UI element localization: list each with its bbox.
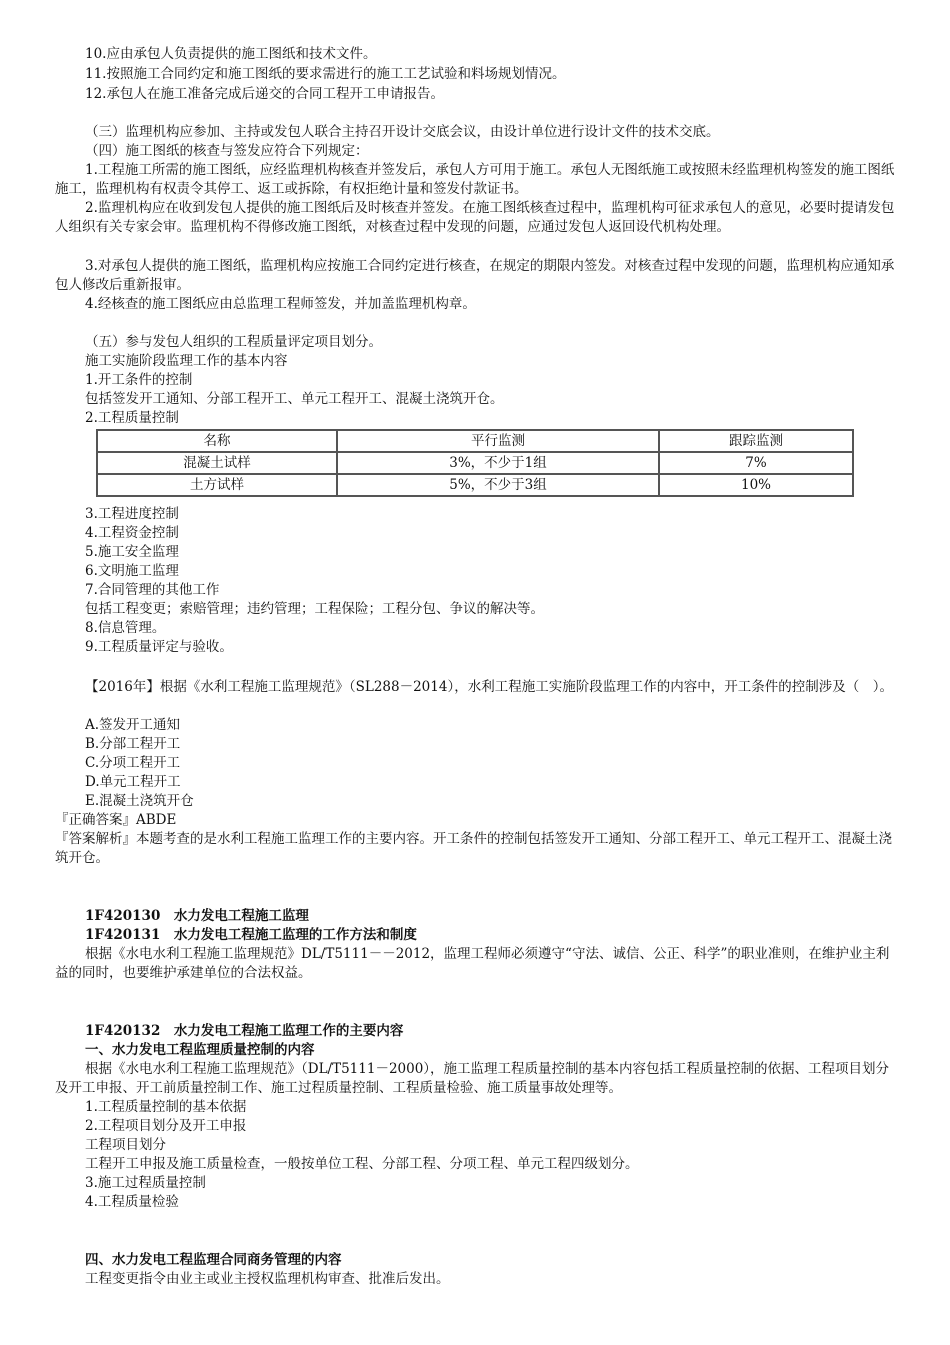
list-item: 1.工程质量控制的基本依据	[85, 1099, 247, 1115]
heading-1f420132: 1F420132 水力发电工程施工监理工作的主要内容	[85, 1023, 404, 1039]
correct-answer: 『正确答案』ABDE	[55, 812, 177, 828]
list-item: 包括工程变更；索赔管理；违约管理；工程保险；工程分包、争议的解决等。	[85, 601, 544, 617]
table-cell: 7%	[659, 452, 853, 474]
list-item: 9.工程质量评定与验收。	[85, 639, 233, 655]
answer-analysis: 『答案解析』本题考查的是水利工程施工监理工作的主要内容。开工条件的控制包括签发开工通知、分部工程开工、单元工程开工、混凝土浇筑开仓。	[55, 831, 892, 866]
item-2: 2.工程质量控制	[85, 410, 179, 426]
table-cell: 土方试样	[97, 474, 337, 496]
item-1: 1.开工条件的控制	[85, 372, 193, 388]
list-item: 工程开工申报及施工质量检查，一般按单位工程、分部工程、分项工程、单元工程四级划分。	[85, 1156, 639, 1172]
list-item: 工程项目划分	[85, 1137, 166, 1153]
stage-title: 施工实施阶段监理工作的基本内容	[85, 353, 288, 369]
section-4-para-2: 2.监理机构应在收到发包人提供的施工图纸后及时核查并签发。在施工图纸核查过程中，监理机构可征求承包人的意见，必要时提请发包人组织有关专家会审。监理机构不得修改施工图纸，对核查过程中发现的问题，应通过发包人返回设代机构处理。	[55, 200, 895, 235]
section-3: （三）监理机构应参加、主持或发包人联合主持召开设计交底会议，由设计单位进行设计文件的技术交底。	[85, 124, 720, 140]
table-header: 平行监测	[337, 430, 659, 452]
supervision-table	[96, 429, 854, 497]
list-item: 11.按照施工合同约定和施工图纸的要求需进行的施工工艺试验和料场规划情况。	[85, 66, 566, 82]
list-item: 4.工程质量检验	[85, 1194, 179, 1210]
section-5: （五）参与发包人组织的工程质量评定项目划分。	[85, 334, 382, 350]
question: 【2016年】根据《水利工程施工监理规范》（SL288－2014），水利工程施工实施阶段监理工作的内容中，开工条件的控制涉及（ ）。	[85, 679, 893, 695]
list-item: 8.信息管理。	[85, 620, 166, 636]
table-row	[97, 474, 853, 496]
para-quality-control: 根据《水电水利工程施工监理规范》（DL/T5111－2000），施工监理工程质量控制的基本内容包括工程质量控制的依据、工程项目划分及开工申报、开工前质量控制工作、施工过程质量控制、工程质量检验、施工质量事故处理等。	[55, 1061, 890, 1096]
option-e: E.混凝土浇筑开仓	[85, 793, 194, 809]
option-d: D.单元工程开工	[85, 774, 181, 790]
table-header: 名称	[97, 430, 337, 452]
table-cell: 10%	[659, 474, 853, 496]
list-item: 12.承包人在施工准备完成后递交的合同工程开工申请报告。	[85, 86, 444, 102]
section-4-para-4: 4.经核查的施工图纸应由总监理工程师签发，并加盖监理机构章。	[85, 296, 476, 312]
table-cell: 3%，不少于1组	[337, 452, 659, 474]
list-item: 5.施工安全监理	[85, 544, 179, 560]
table-row	[97, 452, 853, 474]
list-item: 2.工程项目划分及开工申报	[85, 1118, 247, 1134]
para-contract-management: 工程变更指令由业主或业主授权监理机构审查、批准后发出。	[85, 1271, 450, 1287]
list-item: 6.文明施工监理	[85, 563, 179, 579]
list-item: 3.施工过程质量控制	[85, 1175, 206, 1191]
table-cell: 5%，不少于3组	[337, 474, 659, 496]
item-1-desc: 包括签发开工通知、分部工程开工、单元工程开工、混凝土浇筑开仓。	[85, 391, 504, 407]
list-item: 10.应由承包人负责提供的施工图纸和技术文件。	[85, 46, 377, 62]
option-a: A.签发开工通知	[85, 717, 181, 733]
option-b: B.分部工程开工	[85, 736, 181, 752]
heading-contract-management: 四、水力发电工程监理合同商务管理的内容	[85, 1252, 342, 1268]
table-header: 跟踪监测	[659, 430, 853, 452]
table-header-row	[97, 430, 853, 452]
heading-quality-control: 一、水力发电工程监理质量控制的内容	[85, 1042, 315, 1058]
list-item: 7.合同管理的其他工作	[85, 582, 220, 598]
list-item: 3.工程进度控制	[85, 506, 179, 522]
para-1f420131: 根据《水电水利工程施工监理规范》DL/T5111－－2012，监理工程师必须遵守“守法、诚信、公正、科学”的职业准则，在维护业主利益的同时，也要维护承建单位的合法权益。	[55, 946, 890, 981]
heading-1f420131: 1F420131 水力发电工程施工监理的工作方法和制度	[85, 927, 417, 943]
section-4-title: （四）施工图纸的核查与签发应符合下列规定：	[85, 143, 369, 159]
list-item: 4.工程资金控制	[85, 525, 179, 541]
table-cell: 混凝土试样	[97, 452, 337, 474]
section-4-para-3: 3.对承包人提供的施工图纸，监理机构应按施工合同约定进行核查，在规定的期限内签发。对核查过程中发现的问题，监理机构应通知承包人修改后重新报审。	[55, 258, 895, 293]
option-c: C.分项工程开工	[85, 755, 181, 771]
heading-1f420130: 1F420130 水力发电工程施工监理	[85, 908, 309, 924]
section-4-para-1: 1.工程施工所需的施工图纸，应经监理机构核查并签发后，承包人方可用于施工。承包人无图纸施工或按照未经监理机构签发的施工图纸施工，监理机构有权责令其停工、返工或拆除，有权拒绝计量和签发付款证书。	[55, 162, 895, 197]
